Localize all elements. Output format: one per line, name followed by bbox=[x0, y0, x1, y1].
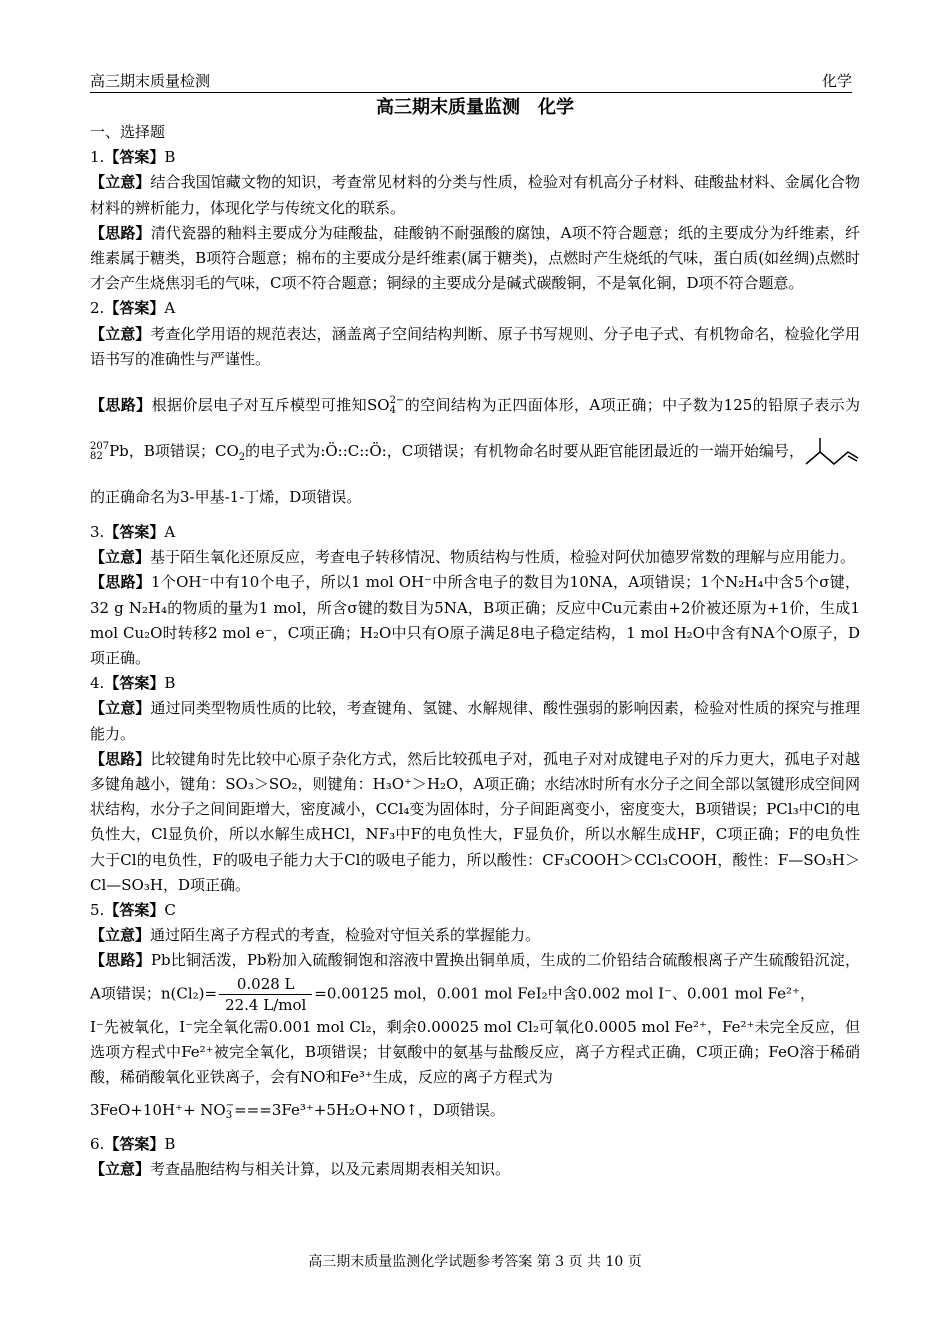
q5-idea: 【思路】Pb比铜活泼，Pb粉加入硫酸铜饱和溶液中置换出铜单质，生成的二价铅结合硫酸根离子产生硫酸铅沉淀，A项错误；n(Cl₂)= $\frac{0.028 L}{\text{22.4 L/mol}}$ =0.00125 mol，0.001 mol FeI₂中含0.002 mol I⁻、0.001 mol Fe²⁺， bbox=[90, 951, 860, 1014]
page-footer: 高三期末质量监测化学试题参考答案 第 3 页 共 10 页 bbox=[308, 1254, 642, 1270]
nitrate-charge: − 3 bbox=[225, 1100, 235, 1122]
q3-intent: 【立意】基于陌生氧化还原反应，考查电子转移情况、物质结构与性质，检验对阿伏加德罗常数的理解与应用能力。 bbox=[90, 548, 856, 567]
q2-idea: 【思路】根据价层电子对互斥模型可推知SO2− 4 的空间结构为正四面体形，A项正确；中子数为125的铅原子表示为207 82 Pb，B项错误；$CO_2$的电子式为:Ö::C::Ö:，C项错误；有机物命名时要从距官能团最近的一端开始编号，的正确命名为3-甲基-1-丁烯，D项错误。 bbox=[90, 395, 861, 507]
q2-intent: 【立意】考查化学用语的规范表达，涵盖离子空间结构判断、原子书写规则、分子电子式、有机物命名，检验化学用语书写的准确性与严谨性。 bbox=[90, 324, 860, 368]
q5-intent: 【立意】通过陌生离子方程式的考查，检验对守恒关系的掌握能力。 bbox=[90, 926, 541, 945]
q4-answer: 4.【答案】B bbox=[90, 674, 176, 693]
q2-answer: 2.【答案】A bbox=[90, 299, 176, 318]
q6-answer: 6.【答案】B bbox=[90, 1134, 176, 1153]
q1-idea: 【思路】清代瓷器的釉料主要成分为硅酸盐，硅酸钠不耐强酸的腐蚀，A项不符合题意；纸的主要成分为纤维素，纤维素属于糖类，B项符合题意；棉布的主要成分是纤维素(属于糖类)，点燃时产生烧纸的气味，蛋白质(如丝绸)点燃时才会产生烧焦羽毛的气味，C项不符合题意；铜绿的主要成分是碱式碳酸铜，不是氧化铜，D项不符合题意。 bbox=[90, 223, 860, 293]
q5-idea-cont: I⁻先被氧化，I⁻完全氧化需0.001 mol Cl₂，剩余0.00025 mol Cl₂可氧化0.0005 mol Fe²⁺，Fe²⁺未完全反应，但选项方程式中Fe²⁺被完全氧化，B项错误；甘氨酸中的氨基与盐酸反应，离子方程式正确，C项正确；FeO溶于稀硝酸，稀硝酸氧化亚铁离子，会有NO和Fe³⁺生成，反应的离子方程式为 bbox=[90, 1017, 860, 1087]
section-heading: 一、选择题 bbox=[90, 123, 166, 141]
q4-intent: 【立意】通过同类型物质性质的比较，考查键角、氢键、水解规律、酸性强弱的影响因素，检验对性质的探究与推理能力。 bbox=[90, 699, 860, 743]
q1-answer: 1.【答案】B bbox=[90, 148, 176, 167]
page-header bbox=[90, 70, 852, 93]
answer-content bbox=[90, 120, 860, 1182]
q4-idea: 【思路】比较键角时先比较中心原子杂化方式，然后比较孤电子对，孤电子对对成键电子对的斥力更大，孤电子对越多键角越小，键角：SO₃＞SO₂，则键角：H₃O⁺＞H₂O，A项正确；水结冰时所有水分子之间全部以氢键形成空间网状结构，水分子之间间距增大，密度减小，CCl₄变为固体时，分子间距离变小，密度变大，B项错误；PCl₃中Cl的电负性大，Cl显负价，所以水解生成HCl，NF₃中F的电负性大，F显负价，所以水解生成HF，C项正确；F的电负性大于Cl的电负性，F的吸电子能力大于Cl的吸电子能力，所以酸性：CF₃COOH＞CCl₃COOH，酸性：F—SO₃H＞Cl—SO₃H，D项正确。 bbox=[90, 749, 860, 894]
pb-nuclide: 207 82 bbox=[90, 441, 110, 463]
q6-intent: 【立意】考查晶胞结构与相关计算，以及元素周期表相关知识。 bbox=[90, 1159, 511, 1178]
q5-equation: 3FeO+10H⁺+ NO− 3 ===3Fe³⁺+5H₂O+NO↑，D项错误。 bbox=[90, 1100, 505, 1122]
q3-answer: 3.【答案】A bbox=[90, 523, 176, 542]
q5-answer: 5.【答案】C bbox=[90, 901, 176, 920]
co2-electron-formula: :Ö::C::Ö: bbox=[320, 442, 387, 461]
chlorine-fraction: $\frac{0.028 L}{\text{22.4 L/mol}}$ bbox=[219, 974, 312, 1015]
sulfate-charge: 2− 4 bbox=[389, 395, 405, 417]
skeletal-formula-icon bbox=[804, 434, 860, 470]
q3-idea: 【思路】1个OH⁻中有10个电子，所以1 mol OH⁻中所含电子的数目为10NA，A项错误；1个N₂H₄中含5个σ键，32 g N₂H₄的物质的量为1 mol，所含σ键的数目为5NA，B项正确；反应中Cu元素由+2价被还原为+1价，生成1 mol Cu₂O时转移2 mol e⁻，C项正确；H₂O中只有O原子满足8电子稳定结构，1 mol H₂O中含有NA个O原子，D项正确。 bbox=[90, 573, 860, 668]
q1-intent: 【立意】结合我国馆藏文物的知识，考查常见材料的分类与性质，检验对有机高分子材料、硅酸盐材料、金属化合物材料的辨析能力，体现化学与传统文化的联系。 bbox=[90, 173, 860, 217]
header-left: 高三期末质量检测 bbox=[90, 72, 211, 90]
page-title: 高三期末质量监测 化学 bbox=[376, 97, 574, 118]
header-right: 化学 bbox=[821, 72, 852, 90]
